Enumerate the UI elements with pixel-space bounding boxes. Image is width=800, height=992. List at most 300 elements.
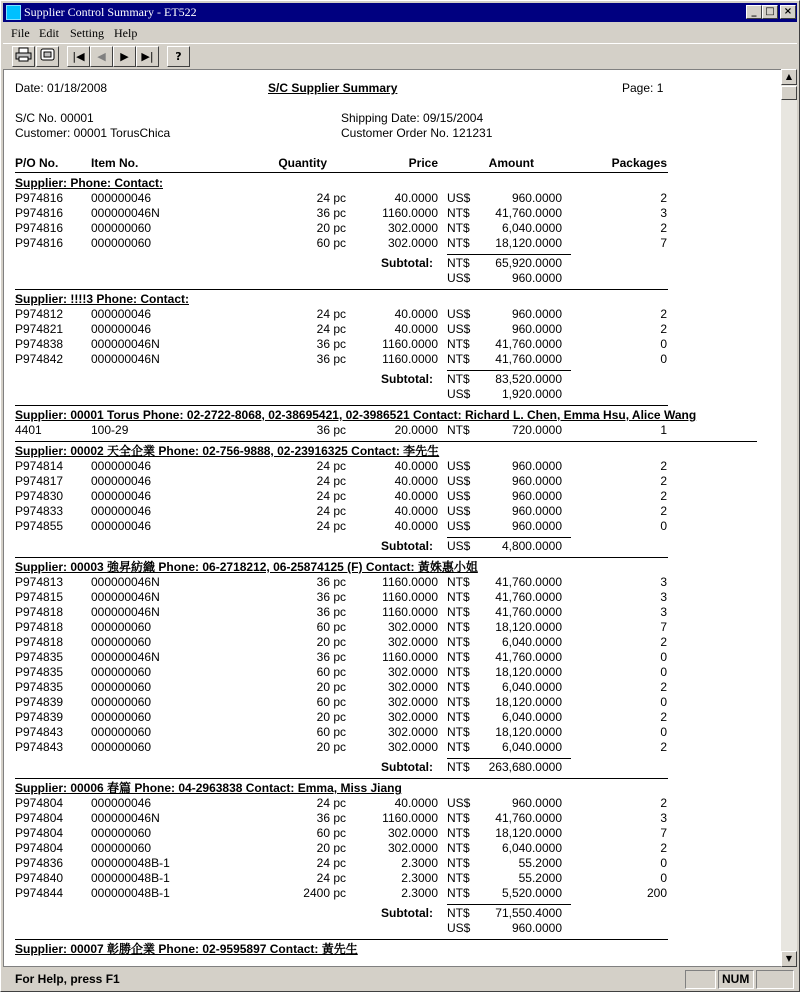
currency: NT$ bbox=[447, 826, 470, 840]
report-date: Date: 01/18/2008 bbox=[15, 81, 108, 95]
item-number: 000000046N bbox=[91, 811, 160, 825]
quantity: 36 pc bbox=[316, 575, 346, 589]
po-number: P974813 bbox=[15, 575, 64, 589]
last-page-icon[interactable]: ▶| bbox=[136, 46, 159, 67]
po-number: P974812 bbox=[15, 307, 64, 321]
po-number: P974804 bbox=[15, 826, 64, 840]
currency: NT$ bbox=[447, 352, 470, 366]
packages: 2 bbox=[660, 841, 667, 855]
minimize-button[interactable]: _ bbox=[746, 5, 762, 19]
amount: 960.0000 bbox=[511, 307, 562, 321]
subtotal-amount: 960.0000 bbox=[511, 921, 562, 935]
item-number: 000000048B-1 bbox=[91, 871, 170, 885]
currency: US$ bbox=[447, 504, 471, 518]
scroll-down-icon[interactable]: ▼ bbox=[781, 951, 797, 967]
quantity: 36 pc bbox=[316, 337, 346, 351]
packages: 3 bbox=[660, 811, 667, 825]
vertical-scrollbar[interactable] bbox=[781, 69, 797, 967]
quantity: 24 pc bbox=[316, 459, 346, 473]
menu-help[interactable]: Help bbox=[114, 26, 138, 40]
amount: 960.0000 bbox=[511, 322, 562, 336]
quantity: 36 pc bbox=[316, 590, 346, 604]
quantity: 24 pc bbox=[316, 191, 346, 205]
quantity: 60 pc bbox=[316, 620, 346, 634]
price: 302.0000 bbox=[387, 710, 438, 724]
amount: 960.0000 bbox=[511, 459, 562, 473]
packages: 0 bbox=[660, 871, 667, 885]
subtotal-label: Subtotal: bbox=[381, 760, 433, 774]
next-page-icon[interactable]: ▶ bbox=[113, 46, 136, 67]
page-number: Page: 1 bbox=[622, 81, 664, 95]
item-number: 000000060 bbox=[91, 236, 152, 250]
quantity: 60 pc bbox=[316, 236, 346, 250]
item-number: 000000046 bbox=[91, 322, 152, 336]
packages: 2 bbox=[660, 740, 667, 754]
shipping-date: Shipping Date: 09/15/2004 bbox=[341, 111, 484, 125]
status-help-text: For Help, press F1 bbox=[15, 972, 120, 986]
packages: 3 bbox=[660, 575, 667, 589]
po-number: P974844 bbox=[15, 886, 64, 900]
quantity: 36 pc bbox=[316, 352, 346, 366]
packages: 7 bbox=[660, 620, 667, 634]
subtotal-rule bbox=[447, 758, 571, 759]
currency: NT$ bbox=[447, 811, 470, 825]
packages: 2 bbox=[660, 221, 667, 235]
amount: 55.2000 bbox=[518, 856, 562, 870]
quantity: 24 pc bbox=[316, 519, 346, 533]
po-number: P974843 bbox=[15, 740, 64, 754]
item-number: 000000046N bbox=[91, 352, 160, 366]
toolbar bbox=[3, 43, 797, 69]
po-number: P974821 bbox=[15, 322, 64, 336]
packages: 2 bbox=[660, 322, 667, 336]
currency: US$ bbox=[447, 307, 471, 321]
quantity: 60 pc bbox=[316, 826, 346, 840]
po-number: P974815 bbox=[15, 590, 64, 604]
quantity: 24 pc bbox=[316, 504, 346, 518]
amount: 960.0000 bbox=[511, 474, 562, 488]
price: 1160.0000 bbox=[382, 590, 438, 604]
po-number: P974804 bbox=[15, 811, 64, 825]
currency: US$ bbox=[447, 191, 471, 205]
print-preview-icon[interactable] bbox=[36, 46, 59, 67]
po-number: P974804 bbox=[15, 841, 64, 855]
currency: US$ bbox=[447, 519, 471, 533]
currency: NT$ bbox=[447, 635, 470, 649]
price: 302.0000 bbox=[387, 635, 438, 649]
packages: 2 bbox=[660, 796, 667, 810]
quantity: 36 pc bbox=[316, 811, 346, 825]
item-number: 000000060 bbox=[91, 221, 152, 235]
group-separator bbox=[15, 557, 668, 558]
packages: 2 bbox=[660, 710, 667, 724]
status-pane-scroll bbox=[756, 970, 794, 989]
amount: 18,120.0000 bbox=[495, 826, 562, 840]
amount: 41,760.0000 bbox=[495, 811, 562, 825]
scroll-thumb[interactable] bbox=[781, 86, 797, 100]
amount: 18,120.0000 bbox=[495, 695, 562, 709]
amount: 960.0000 bbox=[511, 504, 562, 518]
packages: 2 bbox=[660, 635, 667, 649]
po-number: P974818 bbox=[15, 620, 64, 634]
po-number: P974835 bbox=[15, 665, 64, 679]
packages: 1 bbox=[660, 423, 667, 437]
item-number: 000000046 bbox=[91, 504, 152, 518]
group-separator bbox=[15, 405, 668, 406]
price: 1160.0000 bbox=[382, 337, 438, 351]
price: 1160.0000 bbox=[382, 605, 438, 619]
quantity: 60 pc bbox=[316, 695, 346, 709]
item-number: 000000046 bbox=[91, 519, 152, 533]
po-number: P974816 bbox=[15, 206, 64, 220]
price: 302.0000 bbox=[387, 680, 438, 694]
currency: US$ bbox=[447, 474, 471, 488]
price: 1160.0000 bbox=[382, 352, 438, 366]
packages: 0 bbox=[660, 856, 667, 870]
price: 2.3000 bbox=[401, 856, 438, 870]
column-header-po: P/O No. bbox=[15, 156, 59, 170]
packages: 2 bbox=[660, 474, 667, 488]
packages: 3 bbox=[660, 605, 667, 619]
currency: NT$ bbox=[447, 871, 470, 885]
po-number: P974833 bbox=[15, 504, 64, 518]
currency: NT$ bbox=[447, 423, 470, 437]
column-header-quantity: Quantity bbox=[278, 156, 327, 170]
item-number: 000000060 bbox=[91, 710, 152, 724]
quantity: 2400 pc bbox=[303, 886, 346, 900]
status-bar bbox=[3, 969, 797, 990]
menu-edit[interactable]: Edit bbox=[39, 26, 59, 40]
amount: 960.0000 bbox=[511, 519, 562, 533]
amount: 41,760.0000 bbox=[495, 352, 562, 366]
po-number: P974839 bbox=[15, 710, 64, 724]
currency: NT$ bbox=[447, 856, 470, 870]
currency: NT$ bbox=[447, 337, 470, 351]
group-separator bbox=[15, 939, 668, 940]
column-header-price: Price bbox=[408, 156, 438, 170]
amount: 6,040.0000 bbox=[501, 635, 562, 649]
price: 1160.0000 bbox=[382, 811, 438, 825]
header-rule bbox=[15, 172, 668, 173]
amount: 960.0000 bbox=[511, 191, 562, 205]
price: 2.3000 bbox=[401, 871, 438, 885]
currency: NT$ bbox=[447, 236, 470, 250]
subtotal-label: Subtotal: bbox=[381, 256, 433, 270]
price: 302.0000 bbox=[387, 740, 438, 754]
quantity: 60 pc bbox=[316, 665, 346, 679]
report-view[interactable] bbox=[3, 69, 781, 967]
amount: 6,040.0000 bbox=[501, 680, 562, 694]
item-number: 000000060 bbox=[91, 620, 152, 634]
currency: NT$ bbox=[447, 650, 470, 664]
price: 40.0000 bbox=[394, 307, 438, 321]
price: 302.0000 bbox=[387, 826, 438, 840]
packages: 0 bbox=[660, 650, 667, 664]
subtotal-label: Subtotal: bbox=[381, 906, 433, 920]
quantity: 24 pc bbox=[316, 474, 346, 488]
item-number: 000000046N bbox=[91, 206, 160, 220]
item-number: 000000048B-1 bbox=[91, 856, 170, 870]
amount: 41,760.0000 bbox=[495, 650, 562, 664]
subtotal-currency: US$ bbox=[447, 921, 471, 935]
packages: 7 bbox=[660, 236, 667, 250]
quantity: 24 pc bbox=[316, 871, 346, 885]
quantity: 24 pc bbox=[316, 489, 346, 503]
subtotal-currency: US$ bbox=[447, 271, 471, 285]
currency: US$ bbox=[447, 459, 471, 473]
price: 302.0000 bbox=[387, 695, 438, 709]
price: 1160.0000 bbox=[382, 650, 438, 664]
po-number: P974835 bbox=[15, 680, 64, 694]
app-icon[interactable] bbox=[6, 5, 21, 20]
menu-setting[interactable]: Setting bbox=[70, 26, 105, 40]
packages: 2 bbox=[660, 680, 667, 694]
amount: 41,760.0000 bbox=[495, 605, 562, 619]
item-number: 000000046 bbox=[91, 796, 152, 810]
column-header-item: Item No. bbox=[91, 156, 139, 170]
currency: NT$ bbox=[447, 740, 470, 754]
column-header-packages: Packages bbox=[611, 156, 667, 170]
amount: 6,040.0000 bbox=[501, 841, 562, 855]
price: 302.0000 bbox=[387, 841, 438, 855]
customer-order: Customer Order No. 121231 bbox=[341, 126, 493, 140]
subtotal-currency: NT$ bbox=[447, 906, 470, 920]
po-number: P974830 bbox=[15, 489, 64, 503]
item-number: 000000060 bbox=[91, 695, 152, 709]
subtotal-label: Subtotal: bbox=[381, 539, 433, 553]
customer: Customer: 00001 TorusChica bbox=[15, 126, 171, 140]
subtotal-currency: US$ bbox=[447, 387, 471, 401]
quantity: 36 pc bbox=[316, 206, 346, 220]
scroll-up-icon[interactable]: ▲ bbox=[781, 69, 797, 85]
amount: 41,760.0000 bbox=[495, 575, 562, 589]
packages: 2 bbox=[660, 307, 667, 321]
currency: NT$ bbox=[447, 680, 470, 694]
quantity: 24 pc bbox=[316, 307, 346, 321]
amount: 55.2000 bbox=[518, 871, 562, 885]
price: 1160.0000 bbox=[382, 206, 438, 220]
packages: 2 bbox=[660, 191, 667, 205]
amount: 18,120.0000 bbox=[495, 620, 562, 634]
supplier-header: Supplier: 00002 天全企業 Phone: 02-756-9888, 02-23916325 Contact: 李先生 bbox=[15, 444, 440, 458]
first-page-icon[interactable]: |◀ bbox=[67, 46, 90, 67]
supplier-header: Supplier: !!!!3 Phone: Contact: bbox=[15, 292, 189, 306]
subtotal-rule bbox=[447, 904, 571, 905]
column-header-amount: Amount bbox=[488, 156, 534, 170]
maximize-button[interactable]: □ bbox=[762, 5, 778, 19]
price: 20.0000 bbox=[394, 423, 438, 437]
currency: NT$ bbox=[447, 841, 470, 855]
price: 302.0000 bbox=[387, 665, 438, 679]
item-number: 000000046 bbox=[91, 489, 152, 503]
currency: NT$ bbox=[447, 221, 470, 235]
po-number: P974843 bbox=[15, 725, 64, 739]
packages: 0 bbox=[660, 725, 667, 739]
quantity: 20 pc bbox=[316, 740, 346, 754]
amount: 720.0000 bbox=[511, 423, 562, 437]
currency: US$ bbox=[447, 796, 471, 810]
packages: 0 bbox=[660, 337, 667, 351]
help-icon[interactable]: ? bbox=[167, 46, 190, 67]
packages: 0 bbox=[660, 352, 667, 366]
po-number: P974816 bbox=[15, 191, 64, 205]
quantity: 36 pc bbox=[316, 423, 346, 437]
subtotal-amount: 263,680.0000 bbox=[488, 760, 562, 774]
po-number: P974818 bbox=[15, 635, 64, 649]
quantity: 20 pc bbox=[316, 841, 346, 855]
menu-file[interactable]: File bbox=[11, 26, 30, 40]
price: 302.0000 bbox=[387, 221, 438, 235]
amount: 960.0000 bbox=[511, 489, 562, 503]
currency: NT$ bbox=[447, 620, 470, 634]
currency: NT$ bbox=[447, 590, 470, 604]
subtotal-amount: 71,550.4000 bbox=[495, 906, 562, 920]
status-num: NUM bbox=[718, 970, 754, 989]
price: 40.0000 bbox=[394, 504, 438, 518]
item-number: 000000046N bbox=[91, 650, 160, 664]
item-number: 000000060 bbox=[91, 680, 152, 694]
item-number: 000000046N bbox=[91, 590, 160, 604]
subtotal-currency: NT$ bbox=[447, 372, 470, 386]
currency: NT$ bbox=[447, 665, 470, 679]
subtotal-label: Subtotal: bbox=[381, 372, 433, 386]
item-number: 000000060 bbox=[91, 740, 152, 754]
subtotal-amount: 4,800.0000 bbox=[501, 539, 562, 553]
packages: 3 bbox=[660, 206, 667, 220]
quantity: 20 pc bbox=[316, 221, 346, 235]
item-number: 000000060 bbox=[91, 725, 152, 739]
quantity: 20 pc bbox=[316, 710, 346, 724]
quantity: 24 pc bbox=[316, 856, 346, 870]
group-separator bbox=[15, 778, 668, 779]
price: 40.0000 bbox=[394, 519, 438, 533]
print-icon[interactable] bbox=[12, 46, 35, 67]
po-number: P974835 bbox=[15, 650, 64, 664]
item-number: 000000046N bbox=[91, 575, 160, 589]
packages: 0 bbox=[660, 665, 667, 679]
packages: 7 bbox=[660, 826, 667, 840]
price: 40.0000 bbox=[394, 322, 438, 336]
price: 40.0000 bbox=[394, 489, 438, 503]
currency: US$ bbox=[447, 489, 471, 503]
subtotal-currency: NT$ bbox=[447, 256, 470, 270]
item-number: 000000046 bbox=[91, 459, 152, 473]
title-bar[interactable] bbox=[3, 3, 797, 22]
amount: 6,040.0000 bbox=[501, 740, 562, 754]
amount: 6,040.0000 bbox=[501, 221, 562, 235]
packages: 2 bbox=[660, 459, 667, 473]
item-number: 000000060 bbox=[91, 841, 152, 855]
item-number: 000000048B-1 bbox=[91, 886, 170, 900]
po-number: P974842 bbox=[15, 352, 64, 366]
item-number: 000000046 bbox=[91, 474, 152, 488]
item-number: 000000060 bbox=[91, 665, 152, 679]
amount: 41,760.0000 bbox=[495, 206, 562, 220]
item-number: 100-29 bbox=[91, 423, 129, 437]
subtotal-amount: 960.0000 bbox=[511, 271, 562, 285]
menu-bar bbox=[3, 23, 797, 42]
price: 40.0000 bbox=[394, 459, 438, 473]
supplier-header: Supplier: 00003 強昇紡織 Phone: 06-2718212, 06-25874125 (F) Contact: 黃姝惠小姐 bbox=[15, 560, 478, 574]
group-separator bbox=[15, 441, 757, 442]
currency: NT$ bbox=[447, 206, 470, 220]
packages: 2 bbox=[660, 504, 667, 518]
subtotal-rule bbox=[447, 370, 571, 371]
subtotal-rule bbox=[447, 537, 571, 538]
po-number: P974855 bbox=[15, 519, 64, 533]
quantity: 36 pc bbox=[316, 605, 346, 619]
subtotal-currency: US$ bbox=[447, 539, 471, 553]
price: 40.0000 bbox=[394, 191, 438, 205]
group-separator bbox=[15, 289, 668, 290]
amount: 41,760.0000 bbox=[495, 590, 562, 604]
item-number: 000000046N bbox=[91, 337, 160, 351]
price: 302.0000 bbox=[387, 725, 438, 739]
quantity: 36 pc bbox=[316, 650, 346, 664]
subtotal-currency: NT$ bbox=[447, 760, 470, 774]
quantity: 60 pc bbox=[316, 725, 346, 739]
amount: 41,760.0000 bbox=[495, 337, 562, 351]
amount: 18,120.0000 bbox=[495, 665, 562, 679]
report-title: S/C Supplier Summary bbox=[268, 81, 398, 95]
subtotal-amount: 1,920.0000 bbox=[501, 387, 562, 401]
window-title: Supplier Control Summary - ET522 bbox=[24, 5, 197, 19]
amount: 18,120.0000 bbox=[495, 725, 562, 739]
packages: 0 bbox=[660, 519, 667, 533]
currency: NT$ bbox=[447, 605, 470, 619]
price: 302.0000 bbox=[387, 236, 438, 250]
price: 1160.0000 bbox=[382, 575, 438, 589]
amount: 18,120.0000 bbox=[495, 236, 562, 250]
po-number: P974804 bbox=[15, 796, 64, 810]
price: 40.0000 bbox=[394, 796, 438, 810]
price: 40.0000 bbox=[394, 474, 438, 488]
prev-page-icon[interactable]: ◀ bbox=[90, 46, 113, 67]
po-number: P974836 bbox=[15, 856, 64, 870]
currency: NT$ bbox=[447, 575, 470, 589]
item-number: 000000060 bbox=[91, 826, 152, 840]
sc-number: S/C No. 00001 bbox=[15, 111, 94, 125]
packages: 200 bbox=[646, 886, 667, 900]
currency: NT$ bbox=[447, 695, 470, 709]
price: 2.3000 bbox=[401, 886, 438, 900]
po-number: P974816 bbox=[15, 236, 64, 250]
po-number: P974840 bbox=[15, 871, 64, 885]
subtotal-rule bbox=[447, 254, 571, 255]
currency: NT$ bbox=[447, 886, 470, 900]
po-number: 4401 bbox=[15, 423, 42, 437]
currency: US$ bbox=[447, 322, 471, 336]
po-number: P974818 bbox=[15, 605, 64, 619]
close-button[interactable]: × bbox=[780, 5, 796, 19]
amount: 5,520.0000 bbox=[501, 886, 562, 900]
packages: 3 bbox=[660, 590, 667, 604]
item-number: 000000046 bbox=[91, 307, 152, 321]
packages: 0 bbox=[660, 695, 667, 709]
quantity: 20 pc bbox=[316, 680, 346, 694]
price: 302.0000 bbox=[387, 620, 438, 634]
status-pane-caps bbox=[685, 970, 716, 989]
supplier-header: Supplier: 00001 Torus Phone: 02-2722-8068, 02-38695421, 02-3986521 Contact: Richard L. Chen, Emma Hsu, Alice Wang bbox=[15, 408, 697, 422]
quantity: 24 pc bbox=[316, 322, 346, 336]
currency: NT$ bbox=[447, 725, 470, 739]
supplier-header: Supplier: Phone: Contact: bbox=[15, 176, 163, 190]
amount: 6,040.0000 bbox=[501, 710, 562, 724]
packages: 2 bbox=[660, 489, 667, 503]
quantity: 20 pc bbox=[316, 635, 346, 649]
quantity: 24 pc bbox=[316, 796, 346, 810]
po-number: P974839 bbox=[15, 695, 64, 709]
